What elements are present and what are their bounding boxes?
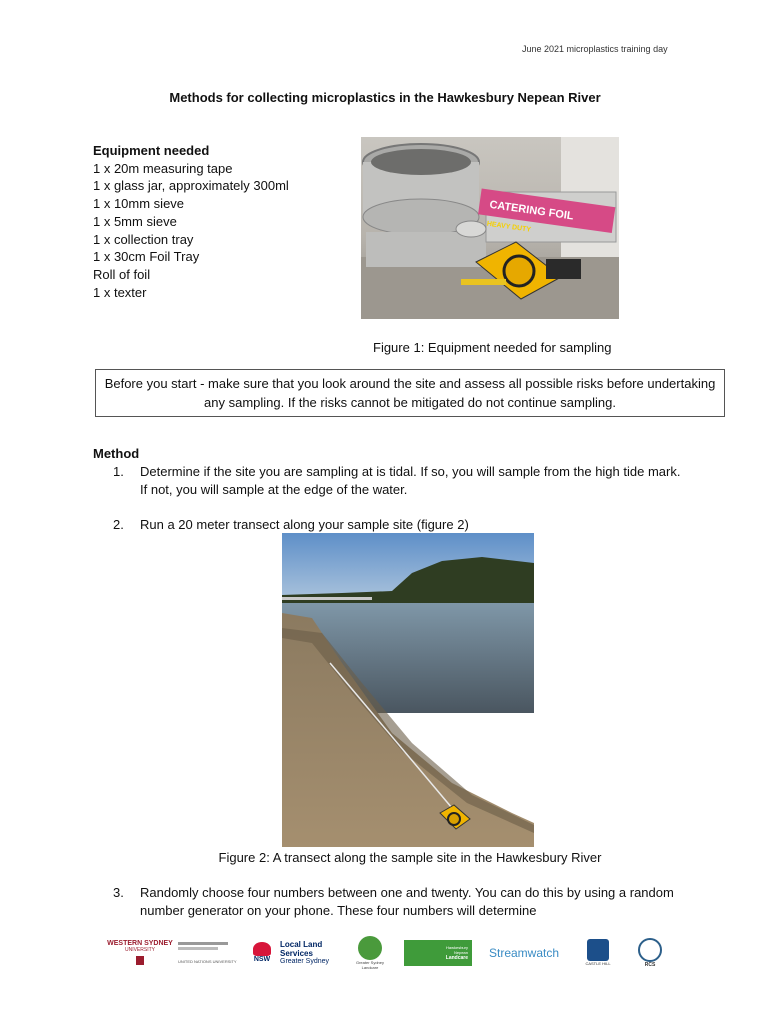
equipment-list <box>93 142 289 301</box>
equipment-photo <box>361 137 619 319</box>
figure1-caption: Figure 1: Equipment needed for sampling <box>373 340 612 355</box>
equipment-item: Roll of foil <box>93 266 151 282</box>
lls-text-1: Local Land <box>280 940 323 949</box>
nsw-logo-text: NSW <box>253 956 271 963</box>
step-number: 1. <box>113 464 124 479</box>
nsw-logo <box>248 930 276 975</box>
figure2-caption: Figure 2: A transect along the sample site in the Hawkesbury River <box>218 850 602 865</box>
greater-sydney-landcare-logo <box>350 930 390 975</box>
rcs-text: RCS <box>644 961 656 968</box>
partner-logos <box>100 930 670 975</box>
warning-box: Before you start - make sure that you look around the site and assess all possible risks before undertaking any sampling. If the risks cannot be mitigated do not continue sampling. <box>95 369 725 417</box>
lls-text-2: Services <box>280 949 313 958</box>
equipment-item: 1 x 30cm Foil Tray <box>93 249 200 265</box>
bird-icon <box>638 938 662 962</box>
gsl-logo-text: Greater Sydney Landcare <box>355 959 384 970</box>
step-text: Determine if the site you are sampling at is tidal. If so, you will sample from the high tide mark. If not, you will sample at the edge of the water. <box>140 464 681 497</box>
wsu-logo <box>105 930 175 975</box>
hawkesbury-nepean-landcare-logo <box>403 930 473 975</box>
method-heading: Method <box>93 446 140 461</box>
hnl-text-2: Nepean <box>453 949 468 955</box>
equipment-item: 1 x texter <box>93 284 147 300</box>
rcs-logo <box>632 930 668 975</box>
castle-hill-text: CASTLE HILL <box>585 961 611 966</box>
foil-sub-label: HEAVY DUTY <box>486 220 532 234</box>
equipment-heading: Equipment needed <box>93 143 210 158</box>
lls-text-3: Greater Sydney <box>280 958 330 965</box>
un-university-logo <box>178 930 240 975</box>
equipment-item: 1 x collection tray <box>93 231 194 247</box>
step-text: Run a 20 meter transect along your sample site (figure 2) <box>140 517 469 532</box>
equipment-item: 1 x glass jar, approximately 300ml <box>93 178 289 194</box>
streamwatch-logo <box>485 930 563 975</box>
transect-photo-svg <box>282 533 534 847</box>
un-logo-graphic <box>178 947 218 950</box>
streamwatch-logo-text: Streamwatch <box>488 945 560 960</box>
step-text: Randomly choose four numbers between one and twenty. You can do this by using a random number generator on your phone. These four numbers will determine <box>140 885 674 918</box>
waratah-icon <box>253 942 271 956</box>
step-number: 2. <box>113 517 124 532</box>
castle-hill-logo <box>578 930 618 975</box>
transect-photo <box>282 533 534 847</box>
shield-icon <box>136 956 144 965</box>
page-header: June 2021 microplastics training day <box>522 44 668 54</box>
local-land-services-logo <box>280 930 350 975</box>
landcare-hand-icon <box>358 936 382 960</box>
equipment-item: 1 x 20m measuring tape <box>93 160 233 176</box>
wsu-logo-text: WESTERN SYDNEY <box>107 940 173 947</box>
hnl-logo-box <box>404 940 472 966</box>
document-title: Methods for collecting microplastics in the Hawkesbury Nepean River <box>169 90 601 105</box>
equipment-photo-svg <box>361 137 619 319</box>
hnl-text-3: Landcare <box>445 954 468 961</box>
step-number: 3. <box>113 885 124 900</box>
equipment-item: 1 x 10mm sieve <box>93 196 185 212</box>
tree-icon <box>587 939 609 961</box>
equipment-item: 1 x 5mm sieve <box>93 213 177 229</box>
foil-label: CATERING FOIL <box>488 198 575 223</box>
hnl-text-1: Hawkesbury <box>445 944 468 950</box>
un-logo-graphic <box>178 942 228 945</box>
wsu-logo-subtext: UNIVERSITY <box>124 947 155 953</box>
un-logo-text: UNITED NATIONS UNIVERSITY <box>178 959 237 964</box>
